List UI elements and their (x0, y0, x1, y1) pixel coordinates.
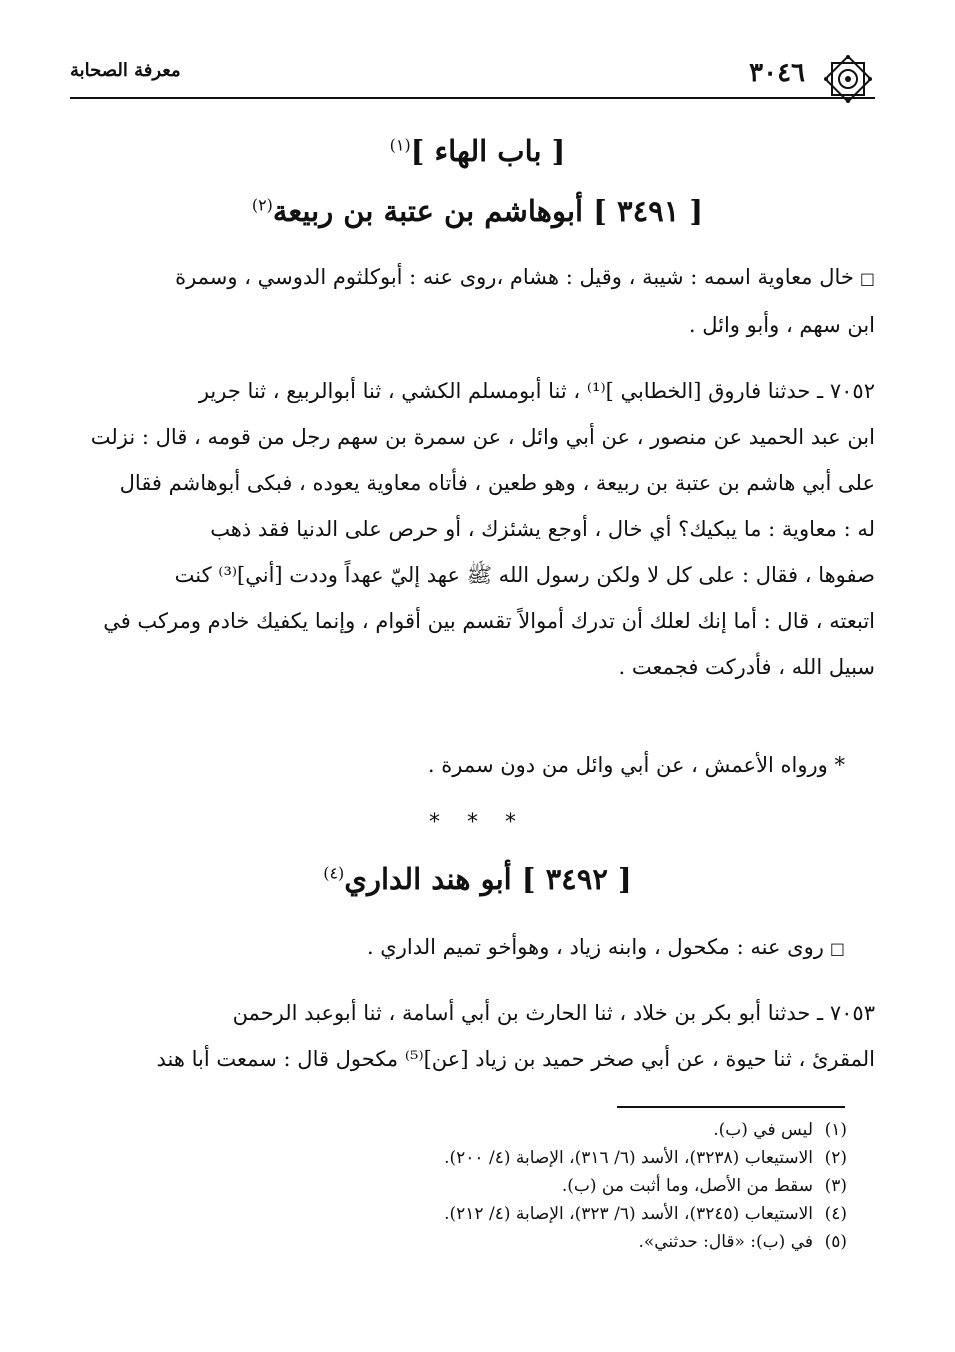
hadith-line: على أبي هاشم بن عتبة بن ربيعة ، وهو طعين ، فأتاه معاوية يعوده ، فبكى أبوهاشم فقال (119, 471, 875, 495)
hadith-line: ٧٠٥٣ ـ حدثنا أبو بكر بن خلاد ، ثنا الحارث بن أبي أسامة ، ثنا أبوعبد الرحمن (232, 1001, 875, 1025)
page-number: ٣٠٤٦ (749, 58, 805, 88)
footnote: (١)ليس في (ب). (713, 1120, 847, 1140)
entry-heading-3492 (80, 862, 875, 896)
hadith-line: ٧٠٥٢ ـ حدثنا فاروق [الخطابي ]⁽¹⁾ ، ثنا أبومسلم الكشي ، ثنا أبوالربيع ، ثنا جرير (198, 379, 875, 403)
entry-3491-intro (80, 254, 875, 348)
chapter-heading-note: (١) (389, 135, 411, 155)
entry-heading-3492-text: [ ٣٤٩٢ ] أبو هند الداري (344, 862, 632, 896)
section-separator: * * * (429, 810, 526, 835)
chapter-heading-text: [ باب الهاء ] (410, 134, 566, 168)
intro-line: □خال معاوية اسمه : شيبة ، وقيل : هشام ،روى عنه : أبوكلثوم الدوسي ، وسمرة (175, 265, 875, 289)
entry-heading-3491 (80, 194, 875, 228)
intro-line: ابن سهم ، وأبو وائل . (688, 313, 875, 337)
running-title: معرفة الصحابة (70, 60, 181, 81)
square-marker-icon: □ (859, 269, 875, 288)
footnote: (٢)الاستيعاب (٣٢٣٨)، الأسد (٦/ ٣١٦)، الإصابة (٤/ ٢٠٠). (444, 1148, 847, 1168)
square-marker-icon: □ (829, 939, 845, 958)
footnote: (٤)الاستيعاب (٣٢٤٥)، الأسد (٦/ ٣٢٣)، الإصابة (٤/ ٢١٢). (444, 1204, 847, 1224)
page-header (70, 52, 875, 102)
entry-3491-remark: * ورواه الأعمش ، عن أبي وائل من دون سمرة . (427, 753, 845, 777)
chapter-heading (80, 134, 875, 168)
entry-heading-3491-note: (٢) (251, 195, 273, 215)
hadith-line: ابن عبد الحميد عن منصور ، عن أبي وائل ، عن سمرة بن سهم رجل من قومه ، قال : نزلت (90, 425, 875, 449)
hadith-line: سبيل الله ، فأدركت فجمعت . (618, 655, 875, 679)
entry-heading-3491-text: [ ٣٤٩١ ] أبوهاشم بن عتبة بن ربيعة (272, 194, 704, 228)
entry-heading-3492-note: (٤) (323, 863, 345, 883)
footnote: (٥)في (ب): «قال: حدثني». (638, 1232, 847, 1252)
footnotes (80, 1116, 847, 1256)
hadith-line: المقرئ ، ثنا حيوة ، عن أبي صخر حميد بن زياد [عن]⁽⁵⁾ مكحول قال : سمعت أبا هند (156, 1047, 875, 1071)
hadith-line: له : معاوية : ما يبكيك؟ أي خال ، أوجع يشئزك ، أو حرص على الدنيا فقد ذهب (210, 517, 875, 541)
hadith-line: اتبعته ، قال : أما إنك لعلك أن تدرك أموالاً تقسم بين أقوام ، وإنما يكفيك خادم ومركب في (103, 609, 875, 633)
footnote: (٣)سقط من الأصل، وما أثبت من (ب). (561, 1176, 847, 1196)
hadith-line: صفوها ، فقال : على كل لا ولكن رسول الله ﷺ عهد إليّ عهداً وددت [أني]⁽³⁾ كنت (174, 563, 875, 587)
header-rule (70, 97, 875, 99)
entry-3492-intro: □روى عنه : مكحول ، وابنه زياد ، وهوأخو تميم الداري . (366, 935, 845, 959)
hadith-7052 (80, 368, 875, 690)
hadith-7053 (80, 990, 875, 1082)
footnote-rule (617, 1106, 845, 1108)
